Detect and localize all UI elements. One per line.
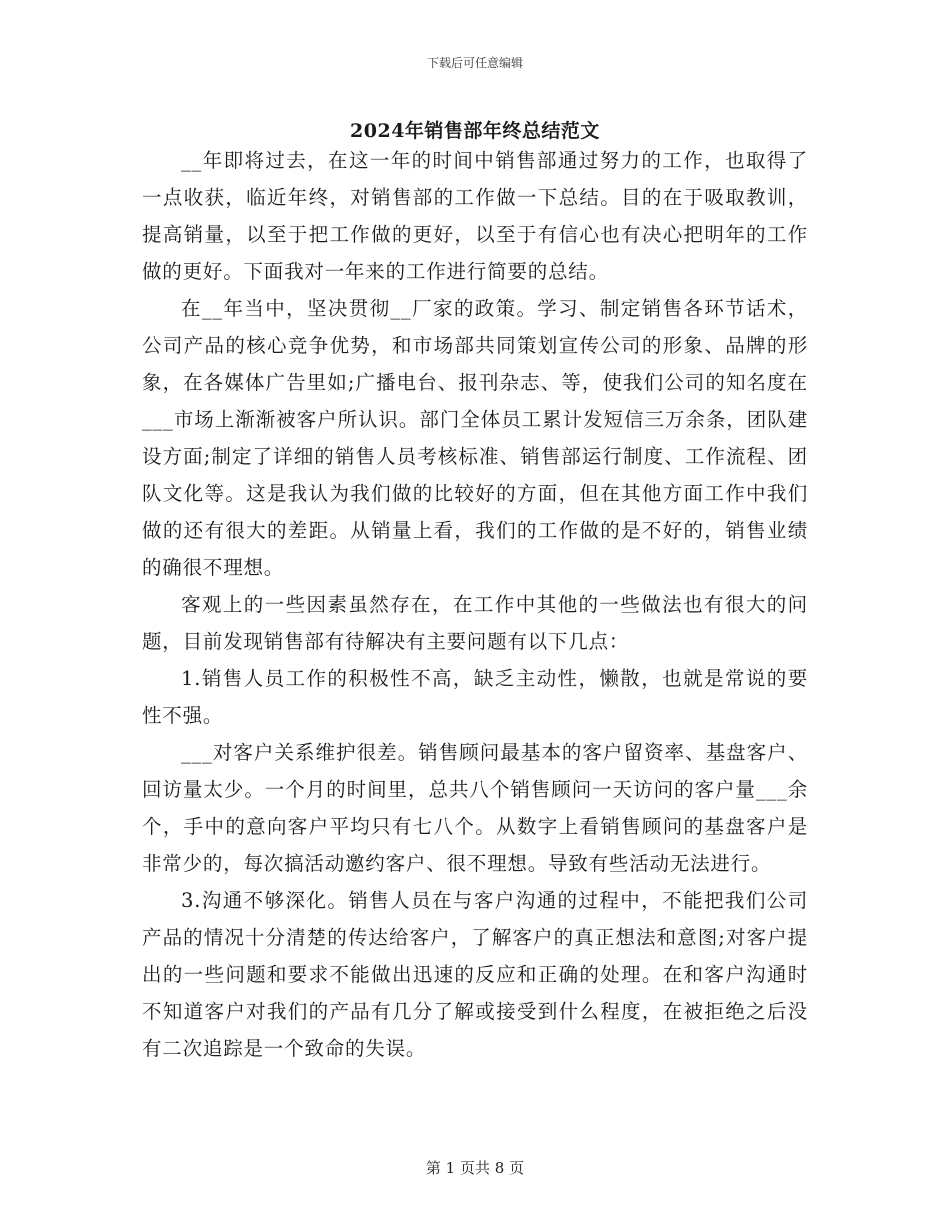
paragraph-intro: __年即将过去，在这一年的时间中销售部通过努力的工作，也取得了一点收获，临近年终，对销售部的工作做一下总结。目的在于吸取教训，提高销量，以至于把工作做的更好，以至于有信心也有决心把明年的工作做的更好。下面我对一年来的工作进行简要的总结。 bbox=[142, 149, 808, 283]
paragraph-problem-3: 3.沟通不够深化。销售人员在与客户沟通的过程中，不能把我们公司产品的情况十分清楚的传达给客户，了解客户的真正想法和意图;对客户提出的一些问题和要求不能做出迅速的反应和正确的处理。在和客户沟通时不知道客户对我们的产品有几分了解或接受到什么程度，在被拒绝之后没有二次追踪是一个致命的失误。 bbox=[142, 889, 808, 1060]
document-body bbox=[142, 142, 808, 1067]
paragraph-problems-intro: 客观上的一些因素虽然存在，在工作中其他的一些做法也有很大的问题，目前发现销售部有待解决有主要问题有以下几点： bbox=[142, 593, 808, 653]
paragraph-problem-2: ___对客户关系维护很差。销售顾问最基本的客户留资率、基盘客户、回访量太少。一个月的时间里，总共八个销售顾问一天访问的客户量___余个，手中的意向客户平均只有七八个。从数字上看销售顾问的基盘客户是非常少的，每次搞活动邀约客户、很不理想。导致有些活动无法进行。 bbox=[142, 741, 808, 875]
document-title: 2024年销售部年终总结范文 bbox=[350, 120, 600, 142]
page-number: 第 1 页共 8 页 bbox=[425, 1159, 525, 1177]
paragraph-achievements: 在__年当中，坚决贯彻__厂家的政策。学习、制定销售各环节话术，公司产品的核心竞争优势，和市场部共同策划宣传公司的形象、品牌的形象，在各媒体广告里如;广播电台、报刊杂志、等，使我们公司的知名度在___市场上渐渐被客户所认识。部门全体员工累计发短信三万余条，团队建设方面;制定了详细的销售人员考核标准、销售部运行制度、工作流程、团队文化等。这是我认为我们做的比较好的方面，但在其他方面工作中我们做的还有很大的差距。从销量上看，我们的工作做的是不好的，销售业绩的确很不理想。 bbox=[142, 297, 808, 579]
paragraph-problem-1: 1.销售人员工作的积极性不高，缺乏主动性，懒散，也就是常说的要性不强。 bbox=[142, 667, 808, 727]
header-note: 下载后可任意编辑 bbox=[426, 56, 523, 70]
